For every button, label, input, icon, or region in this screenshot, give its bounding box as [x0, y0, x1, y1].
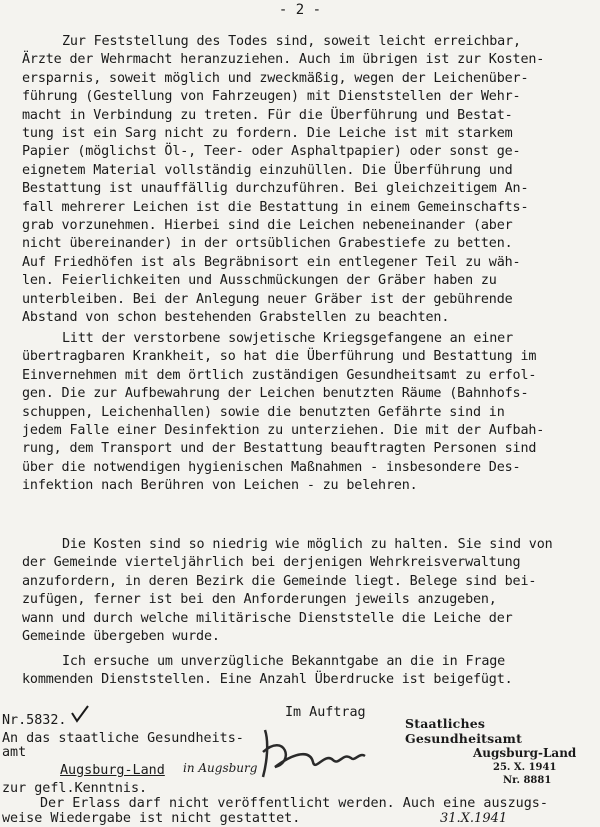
text-line: tung ist ein Sarg nicht zu fordern. Die Leiche ist mit starkem	[22, 126, 513, 142]
text-line: kommenden Dienststellen. Eine Anzahl Überdrucke ist beigefügt.	[22, 672, 513, 688]
signature-icon	[255, 722, 375, 782]
address-line-2: amt	[2, 745, 27, 760]
text-line: Abstand von schon bestehenden Grabstellen zu beachten.	[22, 310, 450, 326]
page-number: - 2 -	[278, 2, 322, 18]
text-line: macht in Verbindung zu treten. Für die Überführung und Bestat-	[22, 107, 513, 123]
address-line-1: An das staatliche Gesundheits-	[2, 731, 244, 746]
stamp-title: Staatliches Gesundheitsamt	[405, 716, 523, 746]
text-line: nicht übereinander) in der ortsüblichen Grabestiefe zu betten.	[22, 236, 513, 252]
erlass-line-2: weise Wiedergabe ist nicht gestattet.	[2, 811, 301, 826]
text-line: schuppen, Leichenhallen) sowie die benutzten Gefährte sind in	[22, 404, 505, 420]
stamp-number: Nr. 8881	[503, 775, 552, 786]
text-line: anzufordern, in deren Bezirk die Gemeinde liegt. Belege sind bei-	[22, 573, 537, 589]
text-line: über die notwendigen hygienischen Maßnahmen - insbesondere Des-	[22, 459, 521, 475]
text-line: Ich ersuche um unverzügliche Bekanntgabe an die in Frage	[62, 654, 506, 669]
text-line: zufügen, ferner ist bei den Anforderungen jeweils anzugeben,	[22, 592, 497, 608]
text-line: ersparnis, soweit möglich und zweckmäßig, wegen der Leichenüber-	[22, 70, 529, 86]
text-line: der Gemeinde vierteljährlich bei derjenigen Wehrkreisverwaltung	[22, 555, 521, 571]
handwritten-place: in Augsburg	[183, 761, 258, 775]
paragraph-4	[22, 653, 582, 690]
text-line: grab vorzunehmen. Hierbei sind die Leichen nebeneinander (aber	[22, 218, 513, 234]
text-line: wann und durch welche militärische Dienststelle die Leiche der	[22, 610, 513, 626]
text-line: fall mehrerer Leichen ist die Bestattung in einem Gemeinschafts-	[22, 199, 529, 215]
paragraph-1	[22, 33, 582, 328]
text-line: Die Kosten sind so niedrig wie möglich zu halten. Sie sind von	[62, 537, 553, 552]
text-line: unterbleiben. Bei der Anlegung neuer Gräber ist der gebührende	[22, 291, 513, 307]
stamp-location: Augsburg-Land	[473, 746, 577, 760]
reference-number: Nr.5832.	[2, 713, 67, 728]
text-line: Zur Feststellung des Todes sind, soweit leicht erreichbar,	[62, 34, 521, 49]
check-mark-icon	[70, 705, 90, 723]
paragraph-2	[22, 330, 582, 496]
text-line: gen. Die zur Aufbewahrung der Leichen benutzten Räume (Bahnhofs-	[22, 386, 529, 402]
official-stamp	[405, 716, 595, 786]
address-place: Augsburg-Land	[60, 763, 165, 778]
text-line: übertragbaren Krankheit, so hat die Überführung und Bestattung im	[22, 349, 537, 365]
handwritten-date: 31.X.1941	[440, 811, 508, 826]
text-line: jedem Falle einer Desinfektion zu unterziehen. Die mit der Aufbah-	[22, 423, 545, 439]
text-line: Einvernehmen mit dem örtlich zuständigen Gesundheitsamt zu erfol-	[22, 367, 537, 383]
text-line: Auf Friedhöfen ist als Begräbnisort ein entlegener Teil zu wäh-	[22, 254, 521, 270]
text-line: Bestattung ist unauffällig durchzuführen. Bei gleichzeitigem An-	[22, 181, 529, 197]
paragraph-3	[22, 536, 582, 646]
text-line: Papier (möglichst Öl-, Teer- oder Asphaltpapier) oder sonst ge-	[22, 144, 521, 160]
im-auftrag: Im Auftrag	[285, 705, 366, 720]
text-line: eignetem Material vollständig einzuhüllen. Die Überführung und	[22, 162, 513, 178]
stamp-date: 25. X. 1941	[493, 762, 557, 773]
text-line: Litt der verstorbene sowjetische Kriegsgefangene an einer	[62, 331, 513, 346]
zur-kenntnis: zur gefl.Kenntnis.	[2, 781, 148, 796]
text-line: rung, dem Transport und der Bestattung beauftragten Personen sind	[22, 441, 537, 457]
text-line: Gemeinde übergeben wurde.	[22, 629, 220, 645]
text-line: len. Feierlichkeiten und Ausschmückungen der Gräber haben zu	[22, 273, 497, 289]
text-line: infektion nach Berühren von Leichen - zu belehren.	[22, 478, 418, 494]
text-line: führung (Gestellung von Fahrzeugen) mit Dienststellen der Wehr-	[22, 89, 521, 105]
text-line: Ärzte der Wehrmacht heranzuziehen. Auch im übrigen ist zur Kosten-	[22, 52, 545, 68]
erlass-line-1: Der Erlass darf nicht veröffentlicht werden. Auch eine auszugs-	[40, 796, 548, 811]
